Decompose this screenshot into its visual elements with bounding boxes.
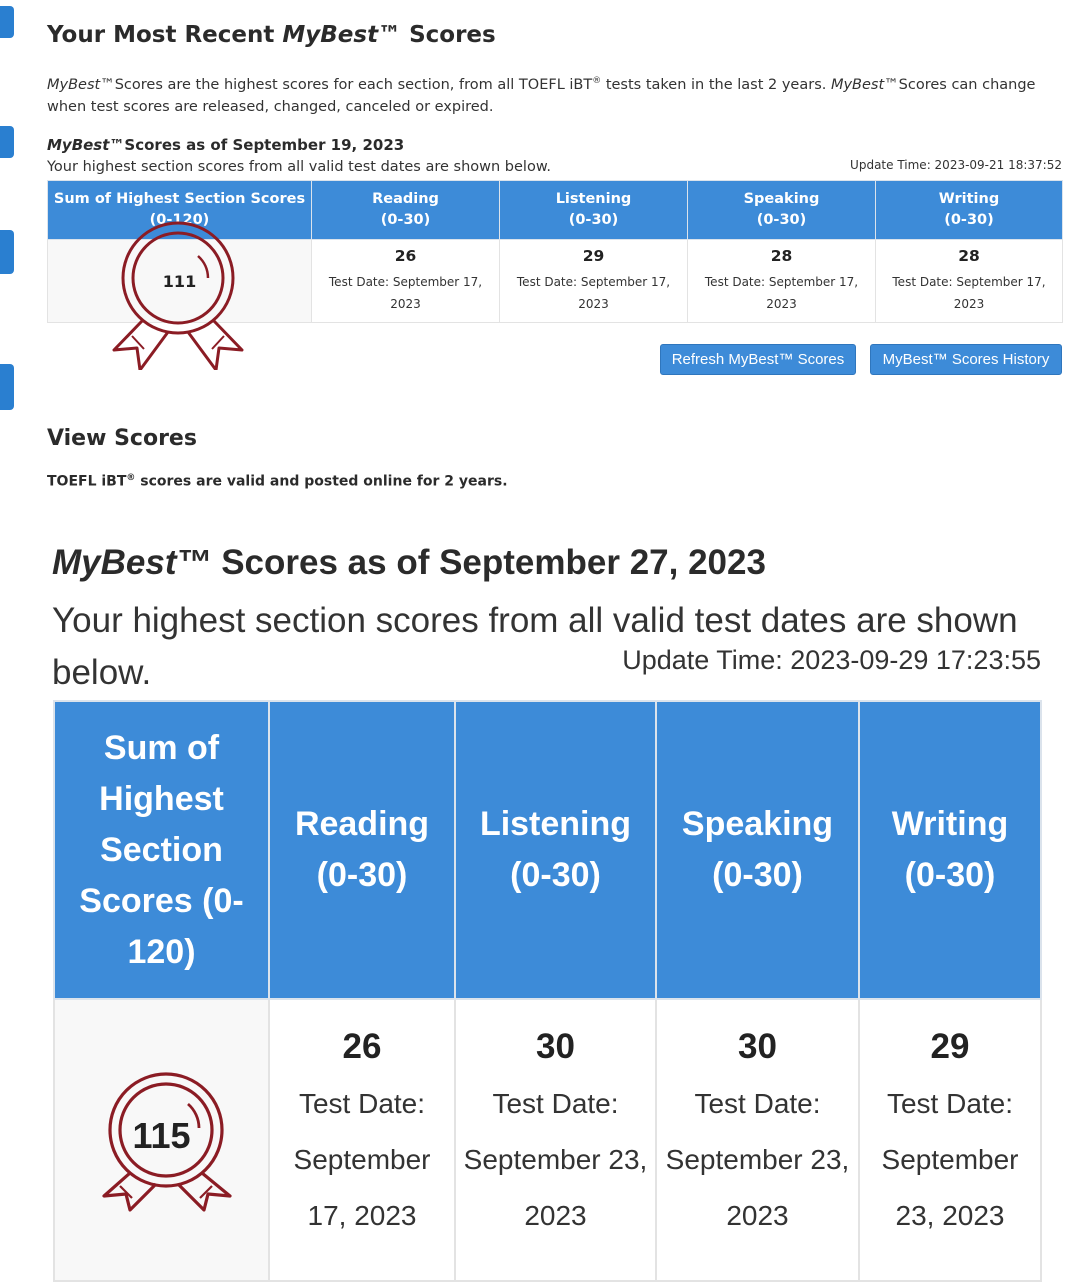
table-row — [48, 240, 1063, 323]
writing-test-date: Test Date: September 23, 2023 — [881, 1088, 1019, 1231]
listening-test-date: Test Date: September 17, 2023 — [516, 275, 671, 311]
listening-score: 29 — [582, 247, 605, 265]
speaking-test-date: Test Date: September 23, 2023 — [665, 1088, 850, 1231]
scores-subtitle-large: Your highest section scores from all valid test dates are shown below. — [52, 601, 1018, 692]
reading-cell — [269, 999, 455, 1281]
scores-as-of-heading: MyBest™Scores as of September 19, 2023 — [47, 136, 405, 154]
update-time: Update Time: 2023-09-21 18:37:52 — [850, 158, 1062, 172]
header-listening: Listening (0-30) — [455, 701, 656, 999]
reading-test-date: Test Date: September 17, 2023 — [293, 1088, 431, 1231]
listening-cell — [500, 240, 688, 323]
listening-test-date: Test Date: September 23, 2023 — [463, 1088, 648, 1231]
table-header-row — [54, 701, 1041, 999]
speaking-cell — [688, 240, 876, 323]
refresh-mybest-button[interactable]: Refresh MyBest™ Scores — [660, 344, 856, 375]
sum-score: 115 — [132, 1115, 191, 1156]
page-title: Your Most Recent MyBest™ Scores — [47, 22, 496, 48]
view-scores-title: View Scores — [47, 426, 197, 451]
scores-as-of-heading-large: MyBest™ Scores as of September 27, 2023 — [52, 543, 766, 582]
mybest-scores-table — [47, 180, 1063, 323]
table-header-row — [48, 181, 1063, 240]
writing-score: 29 — [930, 1027, 970, 1066]
speaking-score: 30 — [738, 1027, 777, 1066]
mybest-scores-table-large — [53, 700, 1042, 1282]
sum-cell — [54, 999, 269, 1281]
speaking-cell — [656, 999, 859, 1281]
header-listening: Listening (0-30) — [500, 181, 688, 240]
edge-tab — [0, 126, 14, 158]
writing-test-date: Test Date: September 17, 2023 — [892, 275, 1046, 311]
table-row — [54, 999, 1041, 1281]
speaking-score: 28 — [770, 247, 793, 265]
edge-tab — [0, 230, 14, 274]
validity-note: TOEFL iBT® scores are valid and posted online for 2 years. — [47, 473, 508, 490]
sum-score: 111 — [162, 271, 197, 291]
header-reading: Reading (0-30) — [312, 181, 500, 240]
listening-score: 30 — [536, 1027, 575, 1066]
award-ribbon-icon — [112, 218, 244, 370]
scores-subtitle: Your highest section scores from all valid test dates are shown below. — [47, 159, 551, 175]
reading-cell — [312, 240, 500, 323]
header-writing: Writing (0-30) — [859, 701, 1041, 999]
edge-tab — [0, 6, 14, 38]
writing-cell — [859, 999, 1041, 1281]
header-writing: Writing (0-30) — [876, 181, 1063, 240]
header-speaking: Speaking (0-30) — [656, 701, 859, 999]
update-time-large: Update Time: 2023-09-29 17:23:55 — [622, 645, 1041, 675]
reading-test-date: Test Date: September 17, 2023 — [328, 275, 483, 311]
mybest-description: MyBest™Scores are the highest scores for each section, from all TOEFL iBT® tests taken in the last 2 years. MyBest™Scores can change when test scores are released, changed, canceled or expired. — [47, 76, 1036, 115]
writing-score: 28 — [958, 247, 980, 265]
header-reading: Reading (0-30) — [269, 701, 455, 999]
mybest-history-button[interactable]: MyBest™ Scores History — [870, 344, 1062, 375]
header-sum: Sum of Highest Section Scores (0-120) — [54, 701, 269, 999]
reading-score: 26 — [342, 1027, 382, 1066]
header-sum: Sum of Highest Section Scores (0-120) — [48, 181, 312, 240]
listening-cell — [455, 999, 656, 1281]
reading-score: 26 — [394, 247, 417, 265]
header-speaking: Speaking (0-30) — [688, 181, 876, 240]
edge-tab — [0, 364, 14, 410]
speaking-test-date: Test Date: September 17, 2023 — [704, 275, 859, 311]
sum-cell — [48, 240, 312, 323]
writing-cell — [876, 240, 1063, 323]
